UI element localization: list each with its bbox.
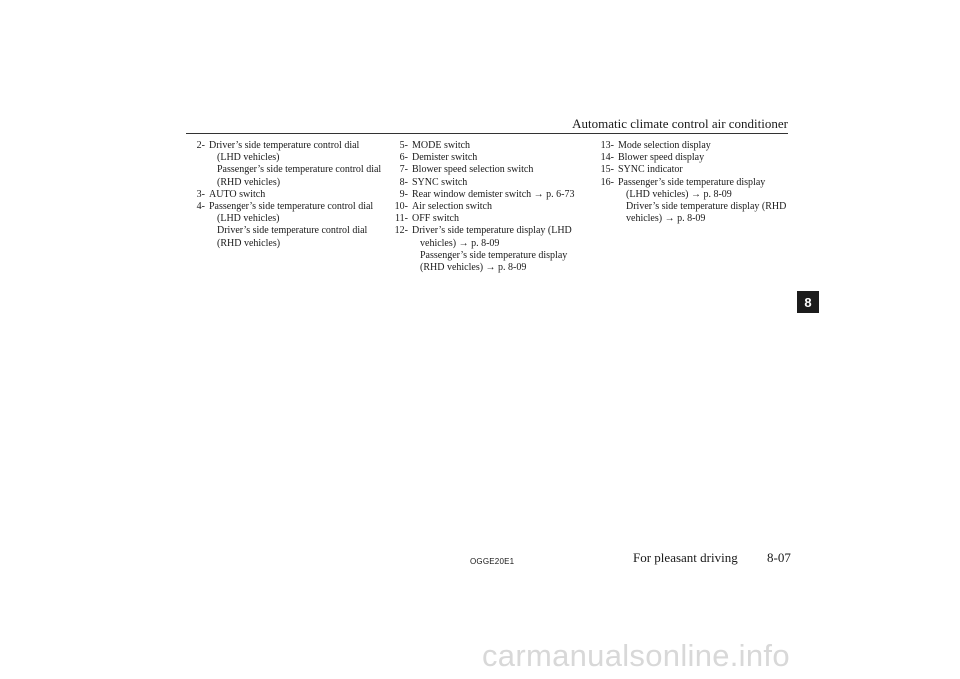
- item-text-line: (RHD vehicles): [217, 237, 281, 249]
- item-text-line: Driver’s side temperature control dial: [217, 225, 368, 237]
- item-number: 4-: [196, 201, 205, 213]
- item-number: 16-: [600, 176, 614, 188]
- item-number: 9-: [399, 188, 408, 200]
- document-code: OGGE20E1: [470, 557, 515, 566]
- item-text-line: Driver’s side temperature display (RHD: [626, 201, 787, 213]
- list-item: [588, 152, 788, 164]
- list-item: [382, 213, 582, 225]
- item-text-line: SYNC indicator: [618, 164, 683, 176]
- item-number: 14-: [600, 152, 614, 164]
- item-text-line: (LHD vehicles) → p. 8-09: [626, 188, 732, 200]
- list-item: [382, 201, 582, 213]
- list-item: [588, 140, 788, 152]
- item-text-line: Passenger’s side temperature display: [618, 176, 766, 188]
- footer-section-name: For pleasant driving: [633, 550, 738, 565]
- list-column-1: [183, 140, 383, 250]
- item-text-line: Rear window demister switch → p. 6-73: [412, 188, 575, 200]
- list-item: [183, 140, 383, 189]
- page-header-title: Automatic climate control air conditioner: [572, 116, 788, 131]
- item-text-line: (LHD vehicles): [217, 152, 280, 164]
- item-text-line: MODE switch: [412, 140, 471, 151]
- item-text-line: Blower speed selection switch: [412, 164, 534, 176]
- item-text-line: Driver’s side temperature display (LHD: [412, 225, 572, 237]
- list-column-2: [382, 140, 582, 274]
- item-text-line: (RHD vehicles): [217, 176, 281, 188]
- item-number: 2-: [196, 140, 205, 151]
- list-item: [382, 177, 582, 189]
- list-item: [382, 152, 582, 164]
- item-text-line: Mode selection display: [618, 140, 711, 151]
- item-number: 15-: [600, 164, 614, 176]
- item-number: 8-: [399, 176, 408, 188]
- list-item: [588, 177, 788, 226]
- item-text-line: Passenger’s side temperature control dial: [209, 201, 374, 213]
- list-item: [382, 164, 582, 176]
- list-item: [382, 140, 582, 152]
- item-number: 6-: [399, 152, 408, 164]
- list-item: [183, 201, 383, 250]
- list-column-3: [588, 140, 788, 225]
- item-number: 5-: [399, 140, 408, 151]
- list-item: [382, 189, 582, 201]
- item-text-line: Air selection switch: [412, 201, 492, 213]
- list-item: [183, 189, 383, 201]
- item-text-line: (RHD vehicles) → p. 8-09: [420, 262, 527, 274]
- item-text-line: Driver’s side temperature control dial: [209, 140, 360, 151]
- list-item: [382, 225, 582, 274]
- item-text-line: AUTO switch: [209, 188, 266, 200]
- item-number: 3-: [196, 188, 205, 200]
- item-text-line: Passenger’s side temperature control dial: [217, 164, 382, 176]
- item-number: 7-: [399, 164, 408, 176]
- item-text-line: OFF switch: [412, 213, 459, 225]
- list-item: [588, 164, 788, 176]
- item-text-line: SYNC switch: [412, 176, 468, 188]
- page-number: 8-07: [767, 550, 791, 565]
- item-text-line: Passenger’s side temperature display: [420, 249, 568, 261]
- item-number: 12-: [394, 225, 408, 237]
- item-text-line: (LHD vehicles): [217, 213, 280, 225]
- item-number: 13-: [600, 140, 614, 151]
- chapter-tab[interactable]: 8: [797, 291, 819, 313]
- item-text-line: vehicles) → p. 8-09: [420, 237, 500, 249]
- item-text-line: Demister switch: [412, 152, 478, 164]
- item-number: 11-: [395, 213, 408, 225]
- watermark-text: carmanualsonline.info: [482, 638, 790, 673]
- item-number: 10-: [394, 201, 408, 213]
- item-text-line: vehicles) → p. 8-09: [626, 213, 706, 225]
- header-rule: [186, 133, 788, 134]
- item-text-line: Blower speed display: [618, 152, 705, 164]
